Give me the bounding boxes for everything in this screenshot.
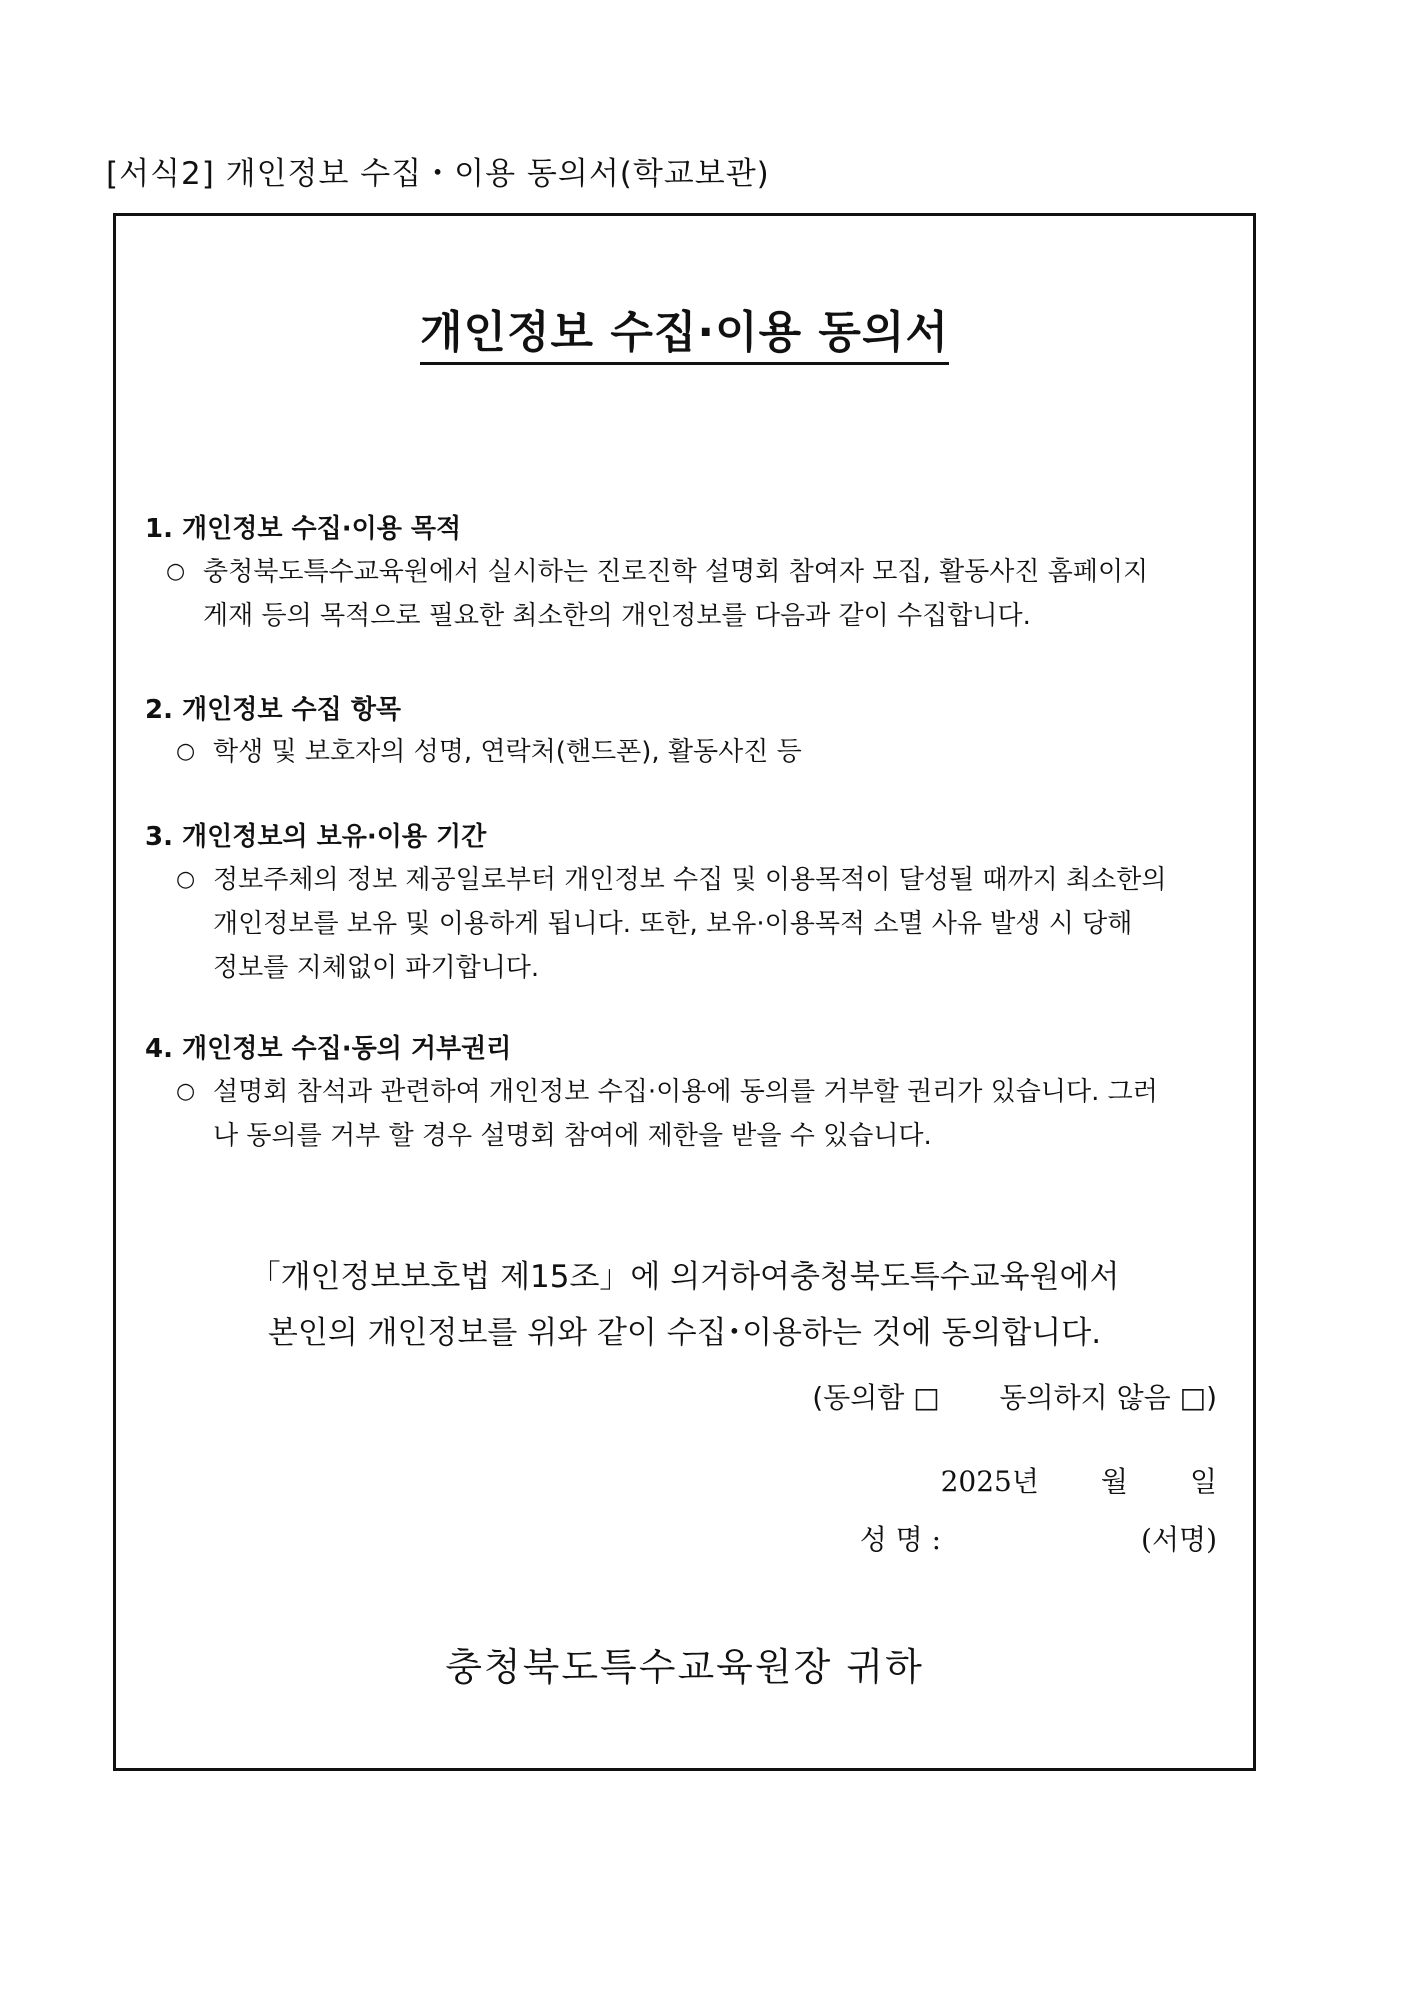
addressee: 충청북도특수교육원장 귀하 xyxy=(445,1645,924,1689)
form-label: [서식2] 개인정보 수집・이용 동의서(학교보관) xyxy=(106,156,770,192)
section-1-body xyxy=(203,550,1148,638)
section-3-bullet: ○ xyxy=(176,867,196,892)
disagree-checkbox[interactable]: □) xyxy=(1179,1381,1217,1414)
consent-statement xyxy=(116,1249,1253,1361)
consent-statement-line-2: 본인의 개인정보를 위와 같이 수집･이용하는 것에 동의합니다. xyxy=(267,1315,1102,1351)
section-4-line-2: 나 동의를 거부 할 경우 설명회 참여에 제한을 받을 수 있습니다. xyxy=(213,1121,932,1151)
section-3-line-2: 개인정보를 보유 및 이용하게 됩니다. 또한, 보유·이용목적 소멸 사유 발생 시 당해 xyxy=(213,909,1133,939)
section-1-line-2: 게재 등의 목적으로 필요한 최소한의 개인정보를 다음과 같이 수집합니다. xyxy=(203,601,1031,631)
section-3-body xyxy=(213,858,1166,990)
section-2-heading: 2. 개인정보 수집 항목 xyxy=(145,695,402,725)
document-title xyxy=(116,296,1253,365)
section-4-line-1: 설명회 참석과 관련하여 개인정보 수집·이용에 동의를 거부할 권리가 있습니다. 그러 xyxy=(213,1077,1158,1107)
agree-checkbox[interactable]: □ xyxy=(913,1381,940,1414)
date-row xyxy=(941,1460,1217,1500)
section-2-body xyxy=(213,730,802,774)
signature-row xyxy=(860,1518,1217,1558)
name-label: 성 명 : xyxy=(859,1523,942,1556)
signature-label: (서명) xyxy=(1141,1523,1217,1556)
consent-statement-line-1: 「개인정보보호법 제15조」에 의거하여충청북도특수교육원에서 xyxy=(249,1259,1120,1295)
date-day: 일 xyxy=(1189,1465,1217,1498)
date-year: 2025년 xyxy=(940,1465,1039,1498)
consent-choice-row xyxy=(812,1376,1217,1416)
section-1-heading: 1. 개인정보 수집·이용 목적 xyxy=(145,514,462,544)
section-4-bullet: ○ xyxy=(176,1079,196,1104)
disagree-label: 동의하지 않음 xyxy=(999,1381,1171,1414)
section-1-bullet: ○ xyxy=(166,559,186,584)
section-4-heading: 4. 개인정보 수집·동의 거부권리 xyxy=(145,1034,512,1064)
consent-form-frame xyxy=(113,213,1256,1771)
section-4-body xyxy=(213,1070,1158,1158)
date-month: 월 xyxy=(1100,1465,1128,1498)
section-2-line-1: 학생 및 보호자의 성명, 연락처(핸드폰), 활동사진 등 xyxy=(213,737,802,767)
section-3-line-3: 정보를 지체없이 파기합니다. xyxy=(213,953,540,983)
section-3-line-1: 정보주체의 정보 제공일로부터 개인정보 수집 및 이용목적이 달성될 때까지 최소한의 xyxy=(213,865,1167,895)
section-1-line-1: 충청북도특수교육원에서 실시하는 진로진학 설명회 참여자 모집, 활동사진 홈페이지 xyxy=(203,557,1149,587)
agree-label: (동의함 xyxy=(812,1381,905,1414)
section-2-bullet: ○ xyxy=(176,739,196,764)
document-title-text: 개인정보 수집·이용 동의서 xyxy=(420,296,949,365)
section-3-heading: 3. 개인정보의 보유·이용 기간 xyxy=(145,822,487,852)
